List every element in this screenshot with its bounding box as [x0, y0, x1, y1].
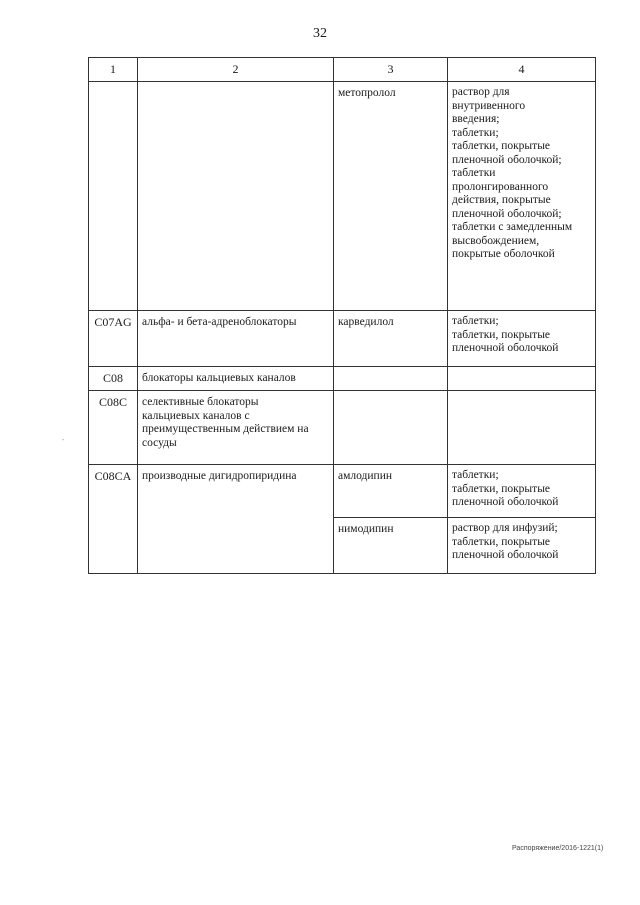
dosage-form-line: таблетки;: [452, 126, 499, 139]
table-row: [89, 367, 596, 391]
dosage-form-line: пленочной оболочкой;: [452, 207, 562, 220]
dosage-form-line: таблетки с замедленным: [452, 221, 573, 233]
drug-table: [88, 57, 596, 574]
group-line: кальциевых каналов с: [142, 409, 250, 422]
dosage-form-line: таблетки;: [452, 469, 499, 481]
group-cell: [138, 391, 334, 465]
dosage-form-line: таблетки, покрытые: [452, 140, 551, 152]
dosage-form-line: таблетки, покрытые: [452, 482, 551, 495]
header-cell: 2: [138, 58, 334, 82]
dosage-form-line: таблетки: [452, 167, 496, 179]
dosage-form-line: пленочной оболочкой;: [452, 153, 562, 166]
dosage-form-line: таблетки;: [452, 315, 499, 327]
atc-code-cell: C08CA: [89, 465, 138, 574]
dosage-form-line: внутривенного: [452, 99, 526, 112]
drug-name-cell: карведилол: [334, 311, 448, 367]
header-cell: 3: [334, 58, 448, 82]
dosage-forms-cell: [448, 82, 596, 311]
group-cell: альфа- и бета-адреноблокаторы: [138, 311, 334, 367]
dosage-form-line: раствор для инфузий;: [452, 522, 558, 534]
dosage-form-line: высвобождением,: [452, 234, 540, 247]
dosage-form-line: раствор для: [452, 86, 510, 98]
drug-name-cell: нимодипин: [334, 518, 448, 574]
document-footer-stamp: Распоряжение/2016-1221(1): [512, 845, 604, 852]
drug-name-cell: [334, 391, 448, 465]
group-cell: производные дигидропиридина: [138, 465, 334, 574]
table-row: [89, 82, 596, 311]
margin-mark: -: [62, 437, 65, 444]
atc-code-cell: [89, 82, 138, 311]
group-line: селективные блокаторы: [142, 396, 259, 408]
atc-code-cell: C08: [89, 367, 138, 391]
dosage-form-line: пленочной оболочкой: [452, 549, 559, 561]
dosage-form-line: пролонгированного: [452, 180, 549, 193]
page-number: 32: [313, 26, 327, 41]
drug-name-cell: метопролол: [334, 82, 448, 311]
atc-code-cell: C07AG: [89, 311, 138, 367]
dosage-forms-cell: [448, 518, 596, 574]
table-row: [89, 391, 596, 465]
dosage-forms-cell: [448, 465, 596, 518]
dosage-form-line: таблетки, покрытые: [452, 535, 551, 548]
header-cell: 1: [89, 58, 138, 82]
dosage-forms-cell: [448, 391, 596, 465]
atc-code-cell: C08C: [89, 391, 138, 465]
dosage-form-line: пленочной оболочкой: [452, 342, 559, 354]
dosage-form-line: действия, покрытые: [452, 194, 551, 206]
drug-name-cell: амлодипин: [334, 465, 448, 518]
group-cell: [138, 82, 334, 311]
drug-name-cell: [334, 367, 448, 391]
dosage-forms-cell: [448, 367, 596, 391]
table-row: [89, 465, 596, 518]
group-line: сосуды: [142, 436, 177, 449]
dosage-form-line: введения;: [452, 113, 500, 125]
group-cell: блокаторы кальциевых каналов: [138, 367, 334, 391]
table-header-row: [89, 58, 596, 82]
group-line: преимущественным действием на: [142, 423, 309, 435]
dosage-form-line: таблетки, покрытые: [452, 328, 551, 341]
dosage-form-line: покрытые оболочкой: [452, 248, 555, 260]
header-cell: 4: [448, 58, 596, 82]
dosage-forms-cell: [448, 311, 596, 367]
dosage-form-line: пленочной оболочкой: [452, 496, 559, 508]
table-row: [89, 311, 596, 367]
